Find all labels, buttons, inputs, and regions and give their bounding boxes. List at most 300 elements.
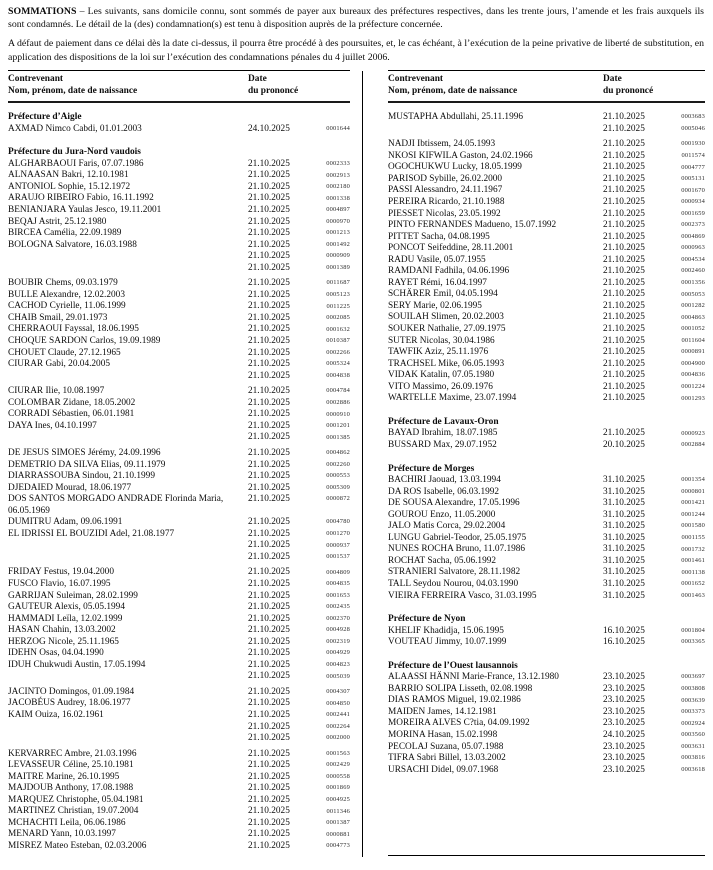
- prononce-date: 21.10.2025: [248, 829, 290, 840]
- prononce-date: 31.10.2025: [603, 544, 645, 555]
- contrevenant-name: AXMAD Nimco Cabdi, 01.01.2003: [8, 123, 142, 134]
- record-line: [388, 684, 705, 696]
- record-line: [8, 348, 350, 360]
- prononce-date: 21.10.2025: [248, 370, 290, 381]
- prononce-date: 21.10.2025: [248, 648, 290, 659]
- contrevenant-name: BOLOGNA Salvatore, 16.03.1988: [8, 239, 137, 250]
- contrevenant-name: MAITRE Marine, 26.10.1995: [8, 771, 120, 782]
- record-number: 0000909: [326, 252, 350, 260]
- contrevenant-name: GOUROU Enzo, 11.05.2000: [388, 509, 496, 520]
- prononce-date: 21.10.2025: [248, 409, 290, 420]
- record-line: [388, 232, 705, 244]
- table-row: [388, 278, 705, 290]
- record-line: [8, 124, 350, 136]
- record-line: [8, 324, 350, 336]
- table-row: [388, 684, 705, 696]
- prononce-date: 21.10.2025: [603, 289, 645, 300]
- table-row: [8, 359, 350, 382]
- contrevenant-name: DAYA Ines, 04.10.1997: [8, 420, 97, 431]
- record-line: [388, 695, 705, 707]
- table-row: [388, 498, 705, 510]
- contrevenant-name: MAJDOUB Anthony, 17.08.1988: [8, 783, 134, 794]
- contrevenant-name: CHAIB Smail, 29.01.1973: [8, 312, 108, 323]
- record-number: 0002370: [326, 614, 350, 622]
- prononce-date: 21.10.2025: [248, 794, 290, 805]
- contrevenant-name: BENIANJARA Yaulas Jesco, 19.11.2001: [8, 205, 162, 216]
- prononce-date: 21.10.2025: [248, 420, 290, 431]
- record-number: 0001354: [681, 476, 705, 484]
- contrevenant-name: NKOSI KIFWILA Gaston, 24.02.1966: [388, 150, 533, 161]
- contrevenant-name: GAUTEUR Alexis, 05.05.1994: [8, 602, 125, 613]
- record-number: 0004869: [681, 232, 705, 240]
- contrevenant-name: [8, 733, 248, 745]
- prononce-date: 21.10.2025: [603, 254, 645, 265]
- table-row: [388, 232, 705, 244]
- table-row: [8, 648, 350, 660]
- prononce-date: 21.10.2025: [248, 228, 290, 239]
- record-line: [388, 370, 705, 382]
- table-row: [8, 205, 350, 217]
- record-number: 0003697: [681, 673, 705, 681]
- record-line: [8, 278, 350, 290]
- prononce-date: 21.10.2025: [603, 370, 645, 381]
- record-number: 0001652: [681, 580, 705, 588]
- prononce-date: 21.10.2025: [248, 482, 290, 493]
- prononce-date: 21.10.2025: [603, 123, 645, 134]
- record-line: [8, 772, 350, 784]
- table-row: [388, 359, 705, 371]
- record-line: [8, 671, 350, 683]
- record-number: 0005039: [326, 672, 350, 680]
- record-line: [388, 312, 705, 324]
- contrevenant-name: RAYET Rémi, 16.04.1997: [388, 277, 487, 288]
- prononce-date: 21.10.2025: [248, 432, 290, 443]
- prononce-date: 21.10.2025: [248, 578, 290, 589]
- record-number: 0004823: [326, 660, 350, 668]
- record-number: 0001356: [681, 279, 705, 287]
- record-number: 0001644: [326, 124, 350, 132]
- table-row: [388, 544, 705, 556]
- record-line: [388, 124, 705, 136]
- contrevenant-name: DIARRASSOUBA Sindou, 21.10.1999: [8, 471, 155, 482]
- record-line: [8, 733, 350, 745]
- prononce-date: 21.10.2025: [603, 139, 645, 150]
- contrevenant-name: HAMMADI Leïla, 12.02.1999: [8, 613, 123, 624]
- table-row: [8, 818, 350, 830]
- contrevenant-name: VIEIRA FERREIRA Vasco, 31.03.1995: [388, 590, 537, 601]
- contrevenant-name: NUNES ROCHA Bruno, 11.07.1986: [388, 544, 526, 555]
- table-row: [8, 124, 350, 136]
- record-number: 0001244: [681, 510, 705, 518]
- prononce-date: 21.10.2025: [603, 381, 645, 392]
- contrevenant-name: VOUTEAU Jimmy, 10.07.1999: [388, 637, 507, 648]
- record-number: 0003618: [681, 765, 705, 773]
- table-row: [388, 637, 705, 649]
- left-column: [8, 70, 350, 853]
- record-line: [388, 289, 705, 301]
- record-number: 0000970: [326, 217, 350, 225]
- contrevenant-name: CHOUET Claude, 27.12.1965: [8, 347, 121, 358]
- contrevenant-name: SERY Marie, 02.06.1995: [388, 300, 482, 311]
- contrevenant-name: TAWFIK Aziz, 25.11.1976: [388, 347, 489, 358]
- record-number: 0001387: [326, 819, 350, 827]
- table-row: [388, 487, 705, 499]
- record-line: [388, 393, 705, 405]
- prononce-date: 21.10.2025: [248, 760, 290, 771]
- record-line: [8, 648, 350, 660]
- record-number: 0001732: [681, 545, 705, 553]
- prononce-date: 21.10.2025: [603, 220, 645, 231]
- date-header: [603, 74, 705, 97]
- table-row: [388, 266, 705, 278]
- table-row: [388, 753, 705, 765]
- table-row: [8, 494, 350, 517]
- prononce-date: 21.10.2025: [248, 748, 290, 759]
- contrevenant-name: ALNAASAN Bakri, 12.10.1981: [8, 170, 129, 181]
- record-line: [8, 579, 350, 591]
- record-line: [8, 170, 350, 182]
- record-number: 0004534: [681, 255, 705, 263]
- record-line: [388, 498, 705, 510]
- prononce-date: 21.10.2025: [248, 494, 290, 505]
- record-number: 0004809: [326, 568, 350, 576]
- table-row: [8, 471, 350, 483]
- contrevenant-name: CORRADI Sébastien, 06.01.1981: [8, 409, 135, 420]
- record-line: [388, 278, 705, 290]
- bottom-rule-line: [388, 855, 705, 856]
- section-title: Préfecture de Lavaux-Oron: [388, 416, 499, 427]
- record-number: 0005309: [326, 483, 350, 491]
- record-line: [388, 475, 705, 487]
- table-row: [388, 347, 705, 359]
- table-row: [8, 386, 350, 398]
- date-header-line2: du prononcé: [248, 85, 299, 96]
- record-line: [8, 602, 350, 614]
- contrevenant-name: ARAUJO RIBEIRO Fabio, 16.11.1992: [8, 193, 154, 204]
- record-line: [8, 818, 350, 830]
- table-row: [8, 348, 350, 360]
- table-row: [8, 460, 350, 472]
- record-number: 0001421: [681, 499, 705, 507]
- prononce-date: 21.10.2025: [248, 301, 290, 312]
- table-row: [8, 841, 350, 853]
- contrevenant-name: EL IDRISSI EL BOUZIDI Adel, 21.08.1977: [8, 528, 175, 539]
- record-number: 0005123: [326, 291, 350, 299]
- record-number: 0010387: [326, 337, 350, 345]
- record-number: 0001282: [681, 302, 705, 310]
- column-divider-line: [362, 71, 363, 857]
- record-number: 0003683: [681, 113, 705, 121]
- table-row: [388, 393, 705, 405]
- record-line: [388, 209, 705, 221]
- prononce-date: 21.10.2025: [248, 251, 290, 262]
- contrevenant-name: [388, 124, 603, 136]
- record-number: 0004784: [326, 387, 350, 395]
- contrevenant-name: NADJI Ibtissem, 24.05.1993: [388, 139, 496, 150]
- table-row: [8, 760, 350, 772]
- prononce-date: 21.10.2025: [248, 806, 290, 817]
- contrevenant-name: MARTINEZ Christian, 19.07.2004: [8, 806, 139, 817]
- left-table-header: [8, 70, 350, 103]
- record-line: [388, 266, 705, 278]
- record-line: [388, 359, 705, 371]
- table-row: [388, 579, 705, 591]
- date-header-line2: du prononcé: [603, 85, 654, 96]
- contrevenant-header-line2: Nom, prénom, date de naissance: [388, 85, 518, 96]
- record-line: [8, 217, 350, 229]
- prononce-date: 21.10.2025: [248, 709, 290, 720]
- contrevenant-name: BULLE Alexandre, 12.02.2003: [8, 289, 125, 300]
- record-number: 0000891: [681, 348, 705, 356]
- contrevenant-name: CHOQUE SARDON Carlos, 19.09.1989: [8, 336, 161, 347]
- record-number: 0003631: [681, 742, 705, 750]
- contrevenant-name: [8, 552, 248, 564]
- table-row: [388, 556, 705, 568]
- record-line: [8, 182, 350, 194]
- table-row: [388, 220, 705, 232]
- record-line: [388, 637, 705, 649]
- table-row: [388, 672, 705, 684]
- record-line: [388, 718, 705, 730]
- prononce-date: 21.10.2025: [248, 613, 290, 624]
- record-line: [8, 409, 350, 421]
- contrevenant-name: PARISOD Sybille, 26.02.2000: [388, 173, 503, 184]
- prononce-date: 16.10.2025: [603, 637, 645, 648]
- record-number: 0001213: [326, 229, 350, 237]
- record-number: 0000801: [681, 487, 705, 495]
- contrevenant-header: [8, 74, 248, 97]
- record-number: 0004850: [326, 699, 350, 707]
- prononce-date: 21.10.2025: [603, 231, 645, 242]
- contrevenant-name: MORINA Hasan, 15.02.1998: [388, 729, 498, 740]
- prononce-date: 21.10.2025: [603, 208, 645, 219]
- prononce-date: 21.10.2025: [248, 636, 290, 647]
- record-number: 0004862: [326, 449, 350, 457]
- record-number: 0002373: [681, 221, 705, 229]
- contrevenant-name: DIAS RAMOS Miguel, 19.02.1986: [388, 695, 521, 706]
- prononce-date: 23.10.2025: [603, 695, 645, 706]
- record-line: [8, 687, 350, 699]
- record-number: 0000934: [681, 198, 705, 206]
- record-number: 0004897: [326, 206, 350, 214]
- record-line: [8, 625, 350, 637]
- contrevenant-name: ANTONIOL Sophie, 15.12.1972: [8, 181, 131, 192]
- table-row: [8, 698, 350, 710]
- contrevenant-name: DEMETRIO DA SILVA Elias, 09.11.1979: [8, 459, 166, 470]
- prononce-date: 21.10.2025: [248, 239, 290, 250]
- section-title: Préfecture de l’Ouest lausannois: [388, 660, 518, 671]
- contrevenant-name: CIURAR Gabi, 20.04.2005: [8, 359, 111, 370]
- contrevenant-name: LUNGU Gabriel-Teodor, 25.05.1975: [388, 532, 527, 543]
- prononce-date: 21.10.2025: [248, 517, 290, 528]
- table-row: [388, 626, 705, 638]
- prononce-date: 21.10.2025: [603, 150, 645, 161]
- prononce-date: 21.10.2025: [248, 181, 290, 192]
- contrevenant-name: HERZOG Nicole, 25.11.1965: [8, 636, 119, 647]
- table-row: [388, 718, 705, 730]
- record-number: 0000963: [681, 244, 705, 252]
- table-row: [8, 660, 350, 683]
- table-row: [388, 197, 705, 209]
- contrevenant-header-line2: Nom, prénom, date de naissance: [8, 85, 138, 96]
- table-row: [8, 517, 350, 529]
- table-row: [8, 687, 350, 699]
- contrevenant-name: ALAASSI HÄNNI Marie-France, 13.12.1980: [388, 672, 559, 683]
- contrevenant-name: MOREIRA ALVES C?tia, 04.09.1992: [388, 718, 530, 729]
- record-line: [388, 579, 705, 591]
- prononce-date: 21.10.2025: [248, 659, 290, 670]
- contrevenant-name: DOS SANTOS MORGADO ANDRADE Florinda Maria, 06.05.1969: [8, 494, 224, 516]
- intro-paragraph-2: A défaut de paiement dans ce délai dès la date ci-dessus, il pourra être procédé à des poursuites, et, le cas échéant, à l’exécution de la peine privative de liberté de substitution, en application des dispositions de la loi sur l’exécution des condamnations pénales du 4 juillet 2006.: [8, 38, 704, 63]
- prononce-date: 21.10.2025: [248, 671, 290, 682]
- prononce-date: 21.10.2025: [248, 733, 290, 744]
- record-number: 0002264: [326, 722, 350, 730]
- record-line: [8, 251, 350, 263]
- table-row: [388, 336, 705, 348]
- table-row: [8, 829, 350, 841]
- table-row: [388, 382, 705, 394]
- record-number: 0002913: [326, 171, 350, 179]
- contrevenant-name: BEQAJ Astrit, 25.12.1980: [8, 216, 107, 227]
- contrevenant-name: MAIDEN James, 14.12.1981: [388, 706, 497, 717]
- table-row: [8, 591, 350, 603]
- record-number: 0000553: [326, 472, 350, 480]
- prononce-date: 23.10.2025: [603, 718, 645, 729]
- record-line: [388, 626, 705, 638]
- prononce-date: 21.10.2025: [248, 540, 290, 551]
- record-number: 0001155: [681, 533, 705, 541]
- record-line: [8, 159, 350, 171]
- table-row: [8, 529, 350, 564]
- contrevenant-name: [8, 722, 248, 734]
- prononce-date: 21.10.2025: [603, 173, 645, 184]
- date-header-line1: Date: [248, 74, 267, 84]
- prononce-date: 21.10.2025: [603, 312, 645, 323]
- table-row: [388, 151, 705, 163]
- record-number: 0001563: [326, 749, 350, 757]
- section-title: Préfecture de Nyon: [388, 614, 466, 625]
- record-number: 0011687: [326, 279, 350, 287]
- left-column-rows: [8, 103, 350, 852]
- table-row: [388, 185, 705, 197]
- contrevenant-name: DJEDAIED Mourad, 18.06.1977: [8, 482, 132, 493]
- record-number: 0001385: [326, 433, 350, 441]
- table-row: [8, 579, 350, 591]
- record-number: 0004773: [326, 842, 350, 850]
- record-line: [388, 185, 705, 197]
- record-line: [388, 521, 705, 533]
- contrevenant-name: TRACHSEL Mike, 06.05.1993: [388, 358, 505, 369]
- table-row: [388, 139, 705, 151]
- contrevenant-name: PASSI Alessandro, 24.11.1967: [388, 185, 503, 196]
- prononce-date: 21.10.2025: [603, 112, 645, 123]
- record-line: [8, 829, 350, 841]
- record-number: 0002180: [326, 183, 350, 191]
- contrevenant-name: SCHÄRER Emil, 04.05.1994: [388, 289, 498, 300]
- table-row: [8, 301, 350, 313]
- table-row: [388, 370, 705, 382]
- record-number: 0001670: [681, 186, 705, 194]
- record-number: 0001492: [326, 240, 350, 248]
- prononce-date: 21.10.2025: [248, 170, 290, 181]
- table-row: [388, 112, 705, 135]
- record-number: 0011574: [681, 152, 705, 160]
- record-number: 0005131: [681, 175, 705, 183]
- table-row: [8, 483, 350, 495]
- prononce-date: 21.10.2025: [248, 347, 290, 358]
- contrevenant-name: [8, 371, 248, 383]
- record-number: 0001224: [681, 382, 705, 390]
- contrevenant-name: CACHOD Cyrielle, 11.06.1999: [8, 301, 126, 312]
- intro-paragraph-1: [8, 5, 704, 31]
- contrevenant-name: VITO Massimo, 26.09.1976: [388, 381, 493, 392]
- record-number: 0001389: [326, 263, 350, 271]
- contrevenant-name: DUMITRU Adam, 09.06.1991: [8, 517, 123, 528]
- table-row: [8, 217, 350, 229]
- record-number: 0011604: [681, 336, 705, 344]
- contrevenant-name: CIURAR Ilie, 10.08.1997: [8, 386, 105, 397]
- record-line: [8, 421, 350, 433]
- prononce-date: 31.10.2025: [603, 475, 645, 486]
- table-row: [8, 448, 350, 460]
- record-line: [388, 174, 705, 186]
- contrevenant-name: GARRIJAN Suleiman, 28.02.1999: [8, 590, 138, 601]
- record-number: 0001138: [681, 568, 705, 576]
- sommations-heading: SOMMATIONS: [8, 6, 77, 17]
- record-line: [388, 382, 705, 394]
- table-row: [8, 228, 350, 240]
- record-line: [388, 112, 705, 124]
- table-row: [388, 765, 705, 777]
- table-row: [388, 209, 705, 221]
- table-row: [388, 510, 705, 522]
- prononce-date: 21.10.2025: [248, 528, 290, 539]
- contrevenant-name: KERVARREC Ambre, 21.03.1996: [8, 748, 137, 759]
- record-line: [8, 371, 350, 383]
- table-row: [8, 409, 350, 421]
- contrevenant-name: URSACHI Didel, 09.07.1968: [388, 764, 499, 775]
- record-line: [388, 428, 705, 440]
- record-line: [8, 795, 350, 807]
- record-line: [8, 398, 350, 410]
- record-line: [8, 483, 350, 495]
- record-line: [388, 730, 705, 742]
- contrevenant-name: PONCOT Seifeddine, 28.11.2001: [388, 243, 514, 254]
- table-row: [8, 336, 350, 348]
- table-row: [388, 742, 705, 754]
- record-number: 0003365: [681, 638, 705, 646]
- record-line: [8, 432, 350, 444]
- record-number: 0004780: [326, 518, 350, 526]
- record-number: 0002266: [326, 348, 350, 356]
- record-line: [388, 139, 705, 151]
- record-number: 0000923: [681, 429, 705, 437]
- contrevenant-name: HASAN Chahin, 13.03.2002: [8, 625, 116, 636]
- contrevenant-name: [8, 263, 248, 275]
- record-number: 0003808: [681, 684, 705, 692]
- prononce-date: 21.10.2025: [248, 698, 290, 709]
- right-table-header: [388, 70, 705, 103]
- prononce-date: 21.10.2025: [248, 324, 290, 335]
- table-row: [8, 783, 350, 795]
- record-number: 0001804: [681, 626, 705, 634]
- table-row: [8, 159, 350, 171]
- record-line: [8, 460, 350, 472]
- prononce-date: 21.10.2025: [603, 335, 645, 346]
- record-line: [8, 591, 350, 603]
- contrevenant-name: PEREIRA Ricardo, 21.10.1988: [388, 197, 505, 208]
- record-line: [388, 672, 705, 684]
